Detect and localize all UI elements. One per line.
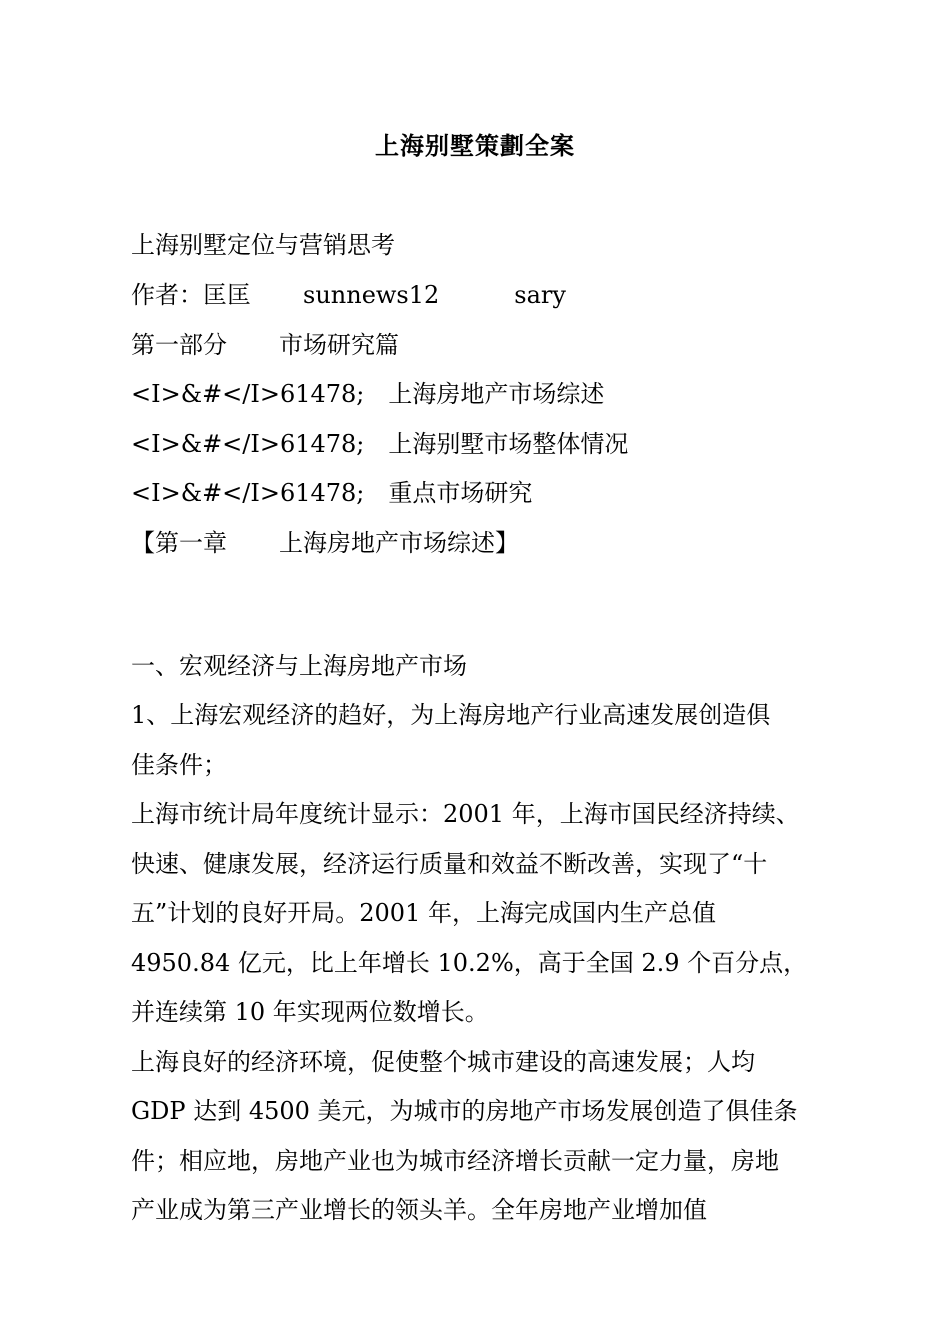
author-handle-2: sary	[514, 281, 566, 309]
chapter-heading	[131, 523, 519, 563]
body-line: 佳条件；	[131, 751, 227, 779]
toc-code: <I>&#</I>61478;	[131, 380, 365, 408]
toc-item	[131, 374, 604, 414]
body-line: 产业成为第三产业增长的领头羊。全年房地产业增加值	[131, 1196, 707, 1224]
toc-text: 上海房地产市场综述	[388, 380, 605, 408]
document-title: 上海别墅策劃全案	[375, 131, 575, 160]
body-line: 1、上海宏观经济的趋好，为上海房地产行业高速发展创造俱	[131, 701, 771, 729]
toc-text: 上海别墅市场整体情况	[388, 430, 629, 458]
body-line: 上海良好的经济环境，促使整个城市建设的高速发展；人均	[131, 1048, 755, 1076]
body-line: 快速、健康发展，经济运行质量和效益不断改善，实现了“十	[131, 850, 768, 878]
toc-code: <I>&#</I>61478;	[131, 479, 365, 507]
body-line: 并连续第 10 年实现两位数增长。	[131, 998, 489, 1026]
part-label: 第一部分	[131, 331, 227, 359]
body-line: 件；相应地，房地产业也为城市经济增长贡献一定力量，房地	[131, 1147, 779, 1175]
part-line	[131, 325, 399, 365]
author-handle-1: sunnews12	[303, 281, 440, 309]
toc-item	[131, 473, 532, 513]
toc-code: <I>&#</I>61478;	[131, 430, 365, 458]
body-line: 4950.84 亿元，比上年增长 10.2%，高于全国 2.9 个百分点，	[131, 949, 808, 977]
section-heading: 一、宏观经济与上海房地产市场	[131, 652, 467, 680]
chapter-title: 上海房地产市场综述】	[279, 529, 519, 557]
author-label: 作者：匡匡	[131, 281, 251, 309]
toc-text: 重点市场研究	[388, 479, 533, 507]
author-line	[131, 275, 566, 315]
body-line: GDP 达到 4500 美元，为城市的房地产市场发展创造了俱佳条	[131, 1097, 798, 1125]
part-title: 市场研究篇	[279, 331, 399, 359]
toc-item	[131, 424, 628, 464]
body-line: 五”计划的良好开局。2001 年，上海完成国内生产总值	[131, 899, 716, 927]
document-subtitle: 上海别墅定位与营销思考	[131, 231, 395, 259]
chapter-label: 【第一章	[131, 529, 227, 557]
body-line: 上海市统计局年度统计显示：2001 年，上海市国民经济持续、	[131, 800, 800, 828]
